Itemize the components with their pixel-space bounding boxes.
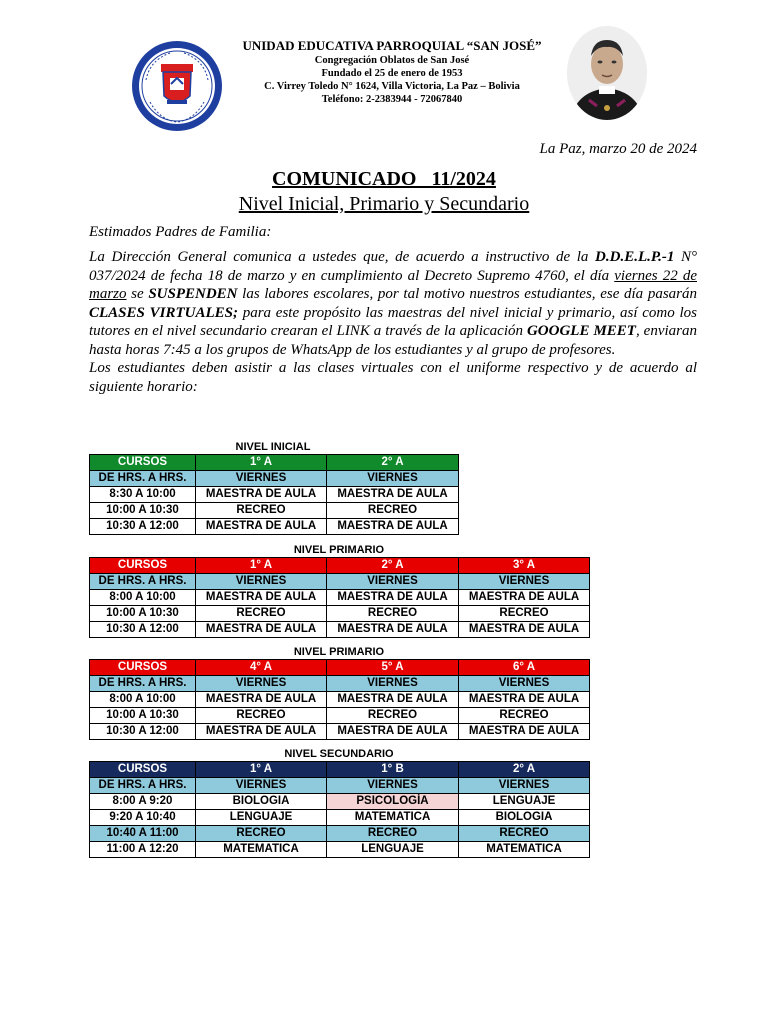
table-cell: VIERNES	[459, 574, 590, 590]
table-cell: MAESTRA DE AULA	[196, 622, 327, 638]
table-cell: LENGUAJE	[196, 810, 327, 826]
table-cell: RECREO	[459, 606, 590, 622]
table-cell: RECREO	[459, 708, 590, 724]
table-row	[90, 826, 590, 842]
table-header-row	[90, 762, 590, 778]
table-cell: 10:00 A 10:30	[90, 606, 196, 622]
table-cell: 5° A	[327, 660, 459, 676]
table-cell: MAESTRA DE AULA	[196, 692, 327, 708]
table-row	[90, 487, 459, 503]
table-cell: MAESTRA DE AULA	[327, 487, 459, 503]
table-cell: 10:40 A 11:00	[90, 826, 196, 842]
table-cell: RECREO	[459, 826, 590, 842]
table-cell: 11:00 A 12:20	[90, 842, 196, 858]
table-cell: VIERNES	[327, 778, 459, 794]
table-cell: VIERNES	[459, 676, 590, 692]
table-cell: MATEMATICA	[327, 810, 459, 826]
table-cell: MATEMATICA	[459, 842, 590, 858]
table-cell: 8:00 A 10:00	[90, 692, 196, 708]
table-cell: 9:20 A 10:40	[90, 810, 196, 826]
table-row	[90, 708, 590, 724]
letter-date: La Paz, marzo 20 de 2024	[539, 141, 697, 157]
table-row	[90, 622, 590, 638]
table-cell: RECREO	[196, 826, 327, 842]
table-header-row	[90, 558, 590, 574]
table-row	[90, 692, 590, 708]
table-row	[90, 810, 590, 826]
table-cell: CURSOS	[90, 558, 196, 574]
table-cell: DE HRS. A HRS.	[90, 778, 196, 794]
table-cell: VIERNES	[196, 676, 327, 692]
section-label-inicial: NIVEL INICIAL	[235, 441, 311, 453]
text-run: para este propósito las maestras del nivel inicial y primario, así como los tutores en el nivel secundario crearan el LINK a través de la aplicación	[89, 304, 697, 339]
table-row	[90, 778, 590, 794]
text-underlined-date: viernes 22 de marzo	[89, 267, 697, 302]
table-row	[90, 471, 459, 487]
table-cell: BIOLOGIA	[196, 794, 327, 810]
school-founded: Fundado el 25 de enero de 1953	[321, 68, 463, 79]
table-cell: RECREO	[327, 606, 459, 622]
table-cell: DE HRS. A HRS.	[90, 471, 196, 487]
school-congregation: Congregación Oblatos de San José	[314, 55, 470, 66]
table-cell: 1° A	[196, 455, 327, 471]
school-name: UNIDAD EDUCATIVA PARROQUIAL “SAN JOSÉ”	[242, 38, 542, 53]
document-title	[0, 167, 768, 192]
table-cell: MAESTRA DE AULA	[327, 590, 459, 606]
greeting: Estimados Padres de Familia:	[89, 224, 272, 240]
table-cell: MAESTRA DE AULA	[459, 692, 590, 708]
table-row	[90, 724, 590, 740]
table-cell: CURSOS	[90, 762, 196, 778]
table-cell: MAESTRA DE AULA	[196, 590, 327, 606]
document-subtitle	[0, 192, 768, 217]
table-cell: VIERNES	[196, 574, 327, 590]
letter-body	[89, 248, 697, 396]
schedule-table-primario-1	[89, 557, 590, 638]
text-run: las labores escolares, por tal motivo nuestros estudiantes, ese día pasarán	[237, 286, 698, 302]
table-cell: VIERNES	[459, 778, 590, 794]
table-cell: 8:30 A 10:00	[90, 487, 196, 503]
text-run: La Dirección General comunica a ustedes que, de acuerdo a instructivo de la	[89, 249, 596, 265]
table-cell: RECREO	[327, 826, 459, 842]
subtitle-text: Nivel Inicial, Primario y Secundario	[238, 193, 530, 215]
table-cell: LENGUAJE	[327, 842, 459, 858]
table-row	[90, 590, 590, 606]
table-header-row	[90, 660, 590, 676]
schedule-table-inicial	[89, 454, 459, 535]
table-row	[90, 574, 590, 590]
table-cell: MAESTRA DE AULA	[327, 724, 459, 740]
table-cell: 10:30 A 12:00	[90, 622, 196, 638]
table-cell: RECREO	[327, 708, 459, 724]
text-run: se	[126, 286, 149, 302]
table-cell: VIERNES	[327, 574, 459, 590]
section-label-primario-2: NIVEL PRIMARIO	[293, 646, 385, 658]
school-info	[232, 38, 552, 106]
table-cell: VIERNES	[327, 676, 459, 692]
section-label-primario-1: NIVEL PRIMARIO	[293, 544, 385, 556]
table-header-row	[90, 455, 459, 471]
table-cell: 10:00 A 10:30	[90, 708, 196, 724]
table-cell: VIERNES	[196, 778, 327, 794]
table-cell: MAESTRA DE AULA	[327, 622, 459, 638]
table-cell: MAESTRA DE AULA	[459, 590, 590, 606]
section-label-secundario: NIVEL SECUNDARIO	[284, 748, 394, 760]
table-cell-highlighted: PSICOLOGÍA	[327, 794, 459, 810]
schedule-table-secundario	[89, 761, 590, 858]
table-cell: RECREO	[196, 503, 327, 519]
letterhead	[0, 0, 768, 130]
text-bold: CLASES VIRTUALES;	[89, 304, 238, 321]
school-phone: Teléfono: 2-2383944 - 72067840	[321, 94, 463, 105]
table-cell: 6° A	[459, 660, 590, 676]
table-cell: MAESTRA DE AULA	[327, 692, 459, 708]
table-cell: LENGUAJE	[459, 794, 590, 810]
table-cell: VIERNES	[327, 471, 459, 487]
table-cell: 2° A	[327, 558, 459, 574]
table-cell: 8:00 A 9:20	[90, 794, 196, 810]
table-cell: DE HRS. A HRS.	[90, 574, 196, 590]
table-cell: MAESTRA DE AULA	[196, 487, 327, 503]
table-cell: 2° A	[327, 455, 459, 471]
table-cell: 4° A	[196, 660, 327, 676]
table-cell: DE HRS. A HRS.	[90, 676, 196, 692]
table-cell: RECREO	[196, 606, 327, 622]
text-bold: D.D.E.L.P.-1	[595, 249, 675, 265]
table-row	[90, 606, 590, 622]
table-row	[90, 842, 590, 858]
founder-portrait-icon	[567, 26, 647, 120]
body-paragraph-1	[89, 248, 697, 359]
school-seal-icon	[130, 40, 224, 132]
table-cell: MAESTRA DE AULA	[459, 622, 590, 638]
body-paragraph-2: Los estudiantes deben asistir a las clases virtuales con el uniforme respectivo y de acuerdo al siguiente horario:	[89, 360, 697, 395]
table-cell: RECREO	[196, 708, 327, 724]
table-cell: MATEMATICA	[196, 842, 327, 858]
table-cell: 10:30 A 12:00	[90, 724, 196, 740]
table-row	[90, 519, 459, 535]
table-cell: 1° A	[196, 762, 327, 778]
table-row	[90, 676, 590, 692]
table-row	[90, 794, 590, 810]
table-row	[90, 503, 459, 519]
schedule-table-primario-2	[89, 659, 590, 740]
table-cell: RECREO	[327, 503, 459, 519]
table-cell: MAESTRA DE AULA	[327, 519, 459, 535]
table-cell: 10:00 A 10:30	[90, 503, 196, 519]
table-cell: CURSOS	[90, 660, 196, 676]
school-address: C. Virrey Toledo N° 1624, Villa Victoria, La Paz – Bolivia	[264, 81, 520, 92]
table-cell: 2° A	[459, 762, 590, 778]
table-cell: 1° B	[327, 762, 459, 778]
table-cell: 3° A	[459, 558, 590, 574]
table-cell: MAESTRA DE AULA	[196, 519, 327, 535]
table-cell: 8:00 A 10:00	[90, 590, 196, 606]
text-bold: GOOGLE MEET	[526, 323, 636, 339]
text-run: N° 037/2024 de fecha 18 de marzo y en cumplimiento al Decreto Supremo 4760, el día	[89, 249, 697, 284]
text-bold: SUSPENDEN	[148, 286, 238, 302]
table-cell: 10:30 A 12:00	[90, 519, 196, 535]
title-text: COMUNICADO 11/2024	[272, 168, 496, 190]
table-cell: MAESTRA DE AULA	[196, 724, 327, 740]
table-cell: VIERNES	[196, 471, 327, 487]
table-cell: MAESTRA DE AULA	[459, 724, 590, 740]
table-cell: 1° A	[196, 558, 327, 574]
text-run: , enviaran hasta horas 7:45 a los grupos de WhatsApp de los estudiantes y al grupo de profesores.	[89, 323, 697, 358]
table-cell: BIOLOGIA	[459, 810, 590, 826]
table-cell: CURSOS	[90, 455, 196, 471]
